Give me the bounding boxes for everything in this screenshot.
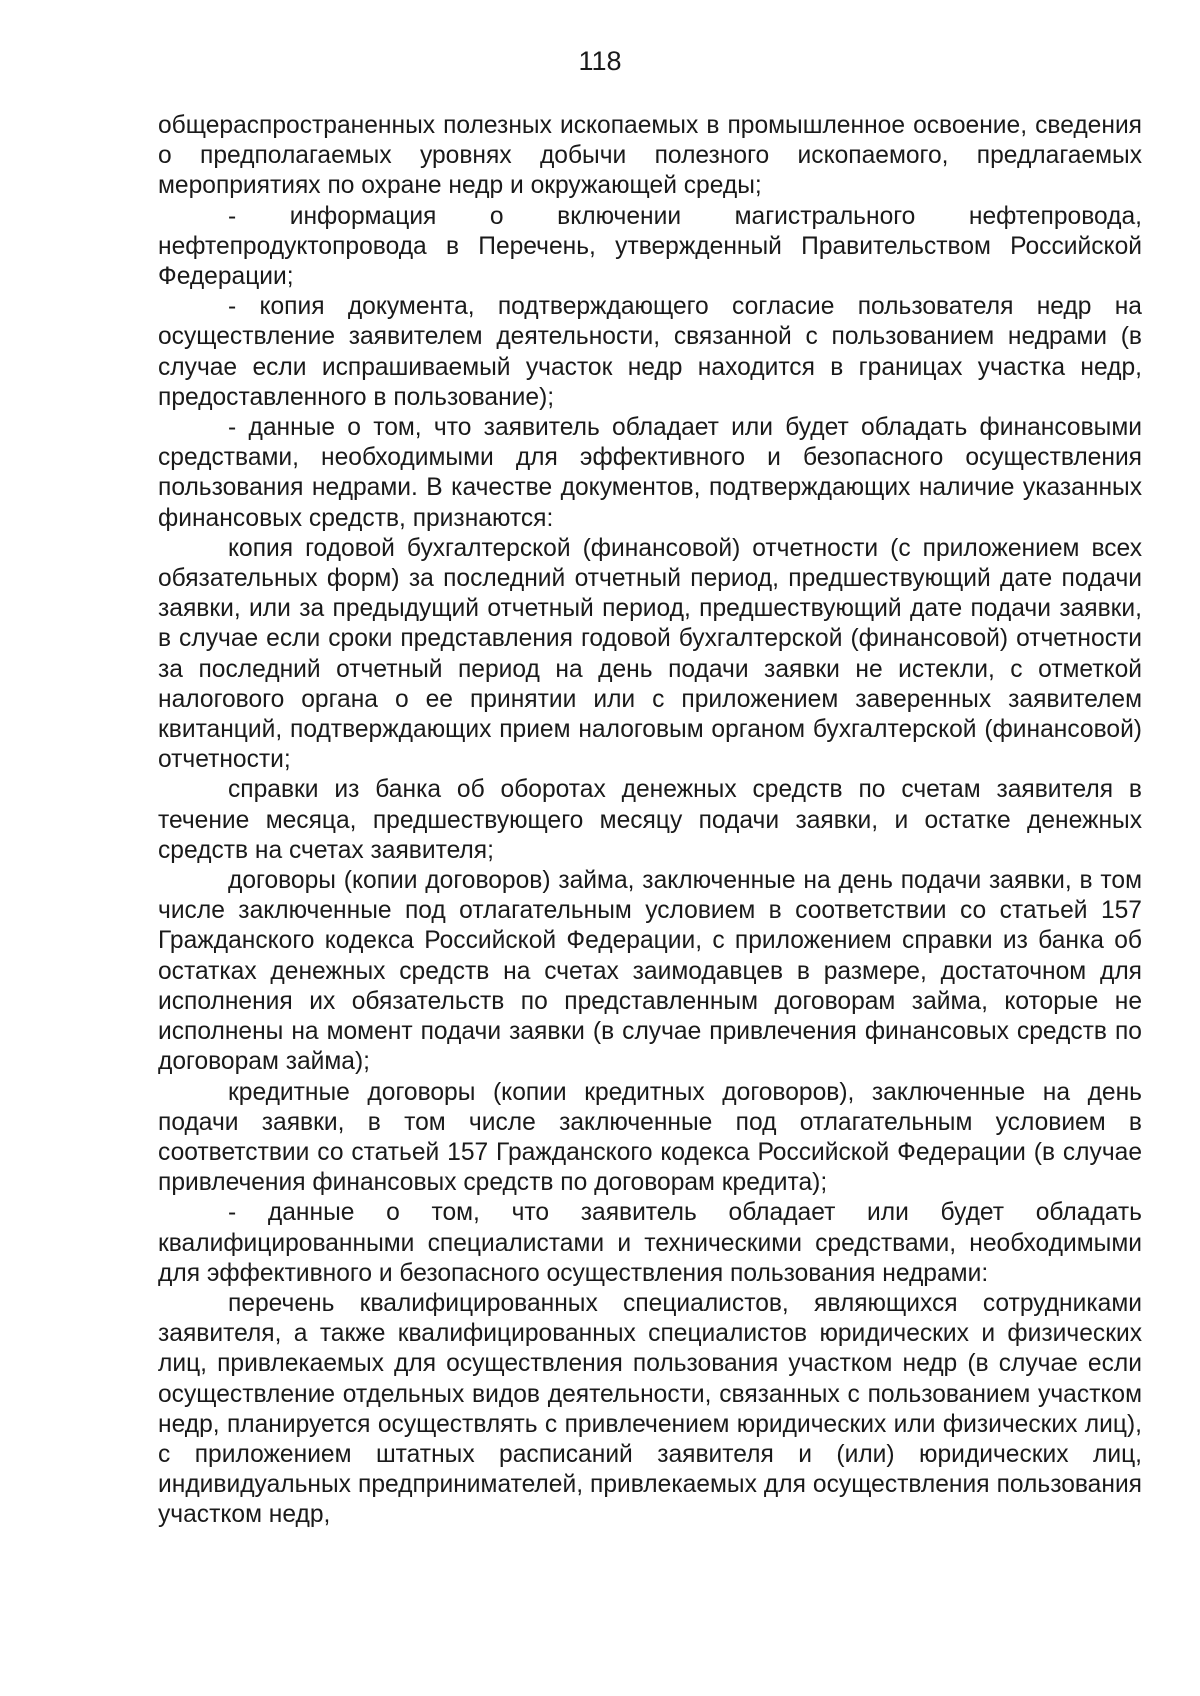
paragraph-bank-statements: справки из банка об оборотах денежных средств по счетам заявителя в течение месяца, предшествующего месяцу подачи заявки, и остатке денежных средств на счетах заявителя;: [158, 776, 1142, 864]
paragraph-continuation: общераспространенных полезных ископаемых в промышленное освоение, сведения о предполагаемых уровнях добычи полезного ископаемого, предлагаемых мероприятиях по охране недр и окружающей среды;: [158, 112, 1142, 200]
page-number: 118: [578, 46, 622, 76]
paragraph-pipeline-info: - информация о включении магистрального нефтепровода, нефтепродуктопровода в Перечень, утвержденный Правительством Российской Федерации;: [158, 202, 1142, 291]
paragraph-consent-copy: - копия документа, подтверждающего согласие пользователя недр на осуществление заявителем деятельности, связанной с пользованием недрами (в случае если испрашиваемый участок недр находится в границах участка недр, предоставленного в пользование);: [158, 293, 1142, 411]
paragraph-credit-agreements: кредитные договоры (копии кредитных договоров), заключенные на день подачи заявки, в том числе заключенные под отлагательным условием в соответствии со статьей 157 Гражданского кодекса Российской Федерации (в случае привлечения финансовых средств по договорам кредита);: [158, 1078, 1142, 1197]
paragraph-qualified-specialists: - данные о том, что заявитель обладает или будет обладать квалифицированными специалистами и техническими средствами, необходимыми для эффективного и безопасного осуществления пользования недрами:: [158, 1199, 1142, 1287]
paragraph-annual-report: копия годовой бухгалтерской (финансовой) отчетности (с приложением всех обязательных форм) за последний отчетный период, предшествующий дате подачи заявки, или за предыдущий отчетный период, предшествующий дате подачи заявки, в случае если сроки представления годовой бухгалтерской (финансовой) отчетности за последний отчетный период на день подачи заявки не истекли, с отметкой налогового органа о ее принятии или с приложением заверенных заявителем квитанций, подтверждающих прием налоговым органом бухгалтерской (финансовой) отчетности;: [158, 534, 1142, 774]
document-body: [158, 111, 1142, 1531]
paragraph-financial-means: - данные о том, что заявитель обладает или будет обладать финансовыми средствами, необходимыми для эффективного и безопасного осуществления пользования недрами. В качестве документов, подтверждающих наличие указанных финансовых средств, признаются:: [158, 414, 1142, 532]
paragraph-loan-agreements: договоры (копии договоров) займа, заключенные на день подачи заявки, в том числе заключенные под отлагательным условием в соответствии со статьей 157 Гражданского кодекса Российской Федерации, с приложением справки из банка об остатках денежных средств на счетах заимодавцев в размере, достаточном для исполнения их обязательств по представленным договорам займа, которые не исполнены на момент подачи заявки (в случае привлечения финансовых средств по договорам займа);: [158, 867, 1142, 1076]
paragraph-specialists-list: перечень квалифицированных специалистов, являющихся сотрудниками заявителя, а также квалифицированных специалистов юридических и физических лиц, привлекаемых для осуществления пользования участком недр (в случае если осуществление отдельных видов деятельности, связанных с пользованием участком недр, планируется осуществлять с привлечением юридических или физических лиц), с приложением штатных расписаний заявителя и (или) юридических лиц, индивидуальных предпринимателей, привлекаемых для осуществления пользования участком недр,: [158, 1289, 1142, 1529]
